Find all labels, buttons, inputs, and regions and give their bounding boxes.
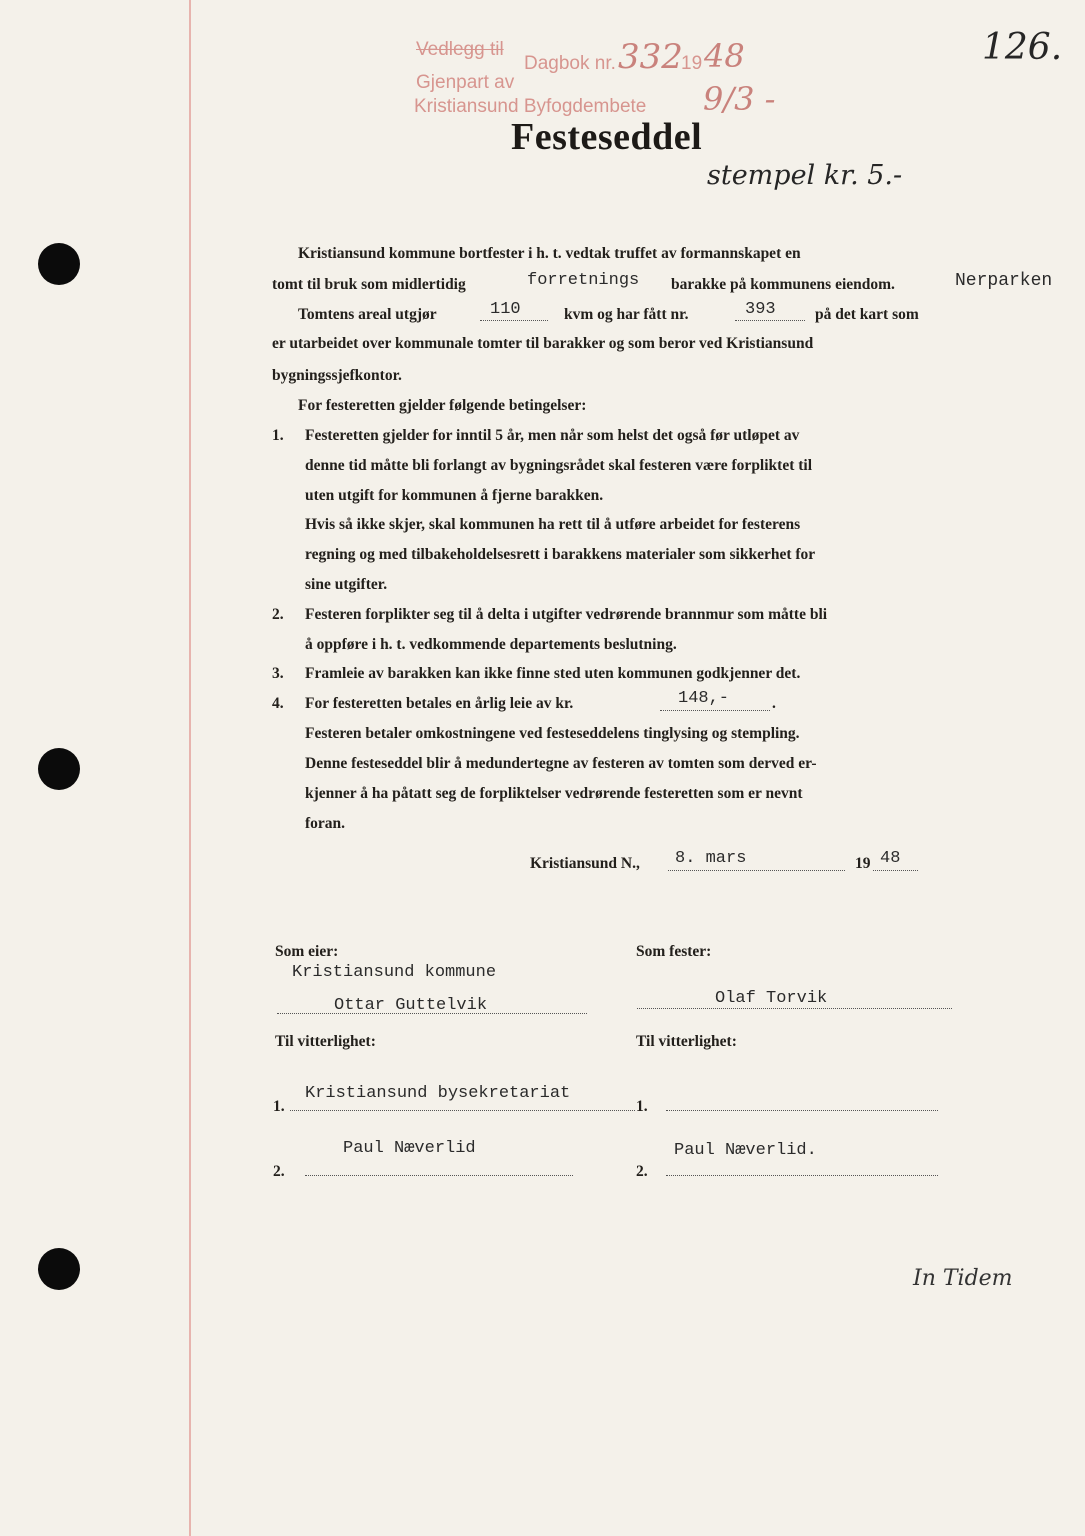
punch-hole <box>38 1248 80 1290</box>
stamp-gjenpart: Gjenpart av <box>416 72 515 93</box>
witness-number: 1. <box>273 1098 285 1115</box>
stamp-date: 9/3 - <box>703 80 776 118</box>
intro-line: bygningssjefkontor. <box>272 367 402 384</box>
intro-line: barakke på kommunens eiendom. <box>671 276 895 293</box>
area-dotline <box>480 320 548 321</box>
year-prefix: 19 <box>855 855 871 872</box>
punch-hole <box>38 243 80 285</box>
lessee-signature-line <box>637 1008 952 1009</box>
stamp-year-printed: 19 <box>681 53 703 74</box>
year-value: 48 <box>880 849 901 868</box>
condition-line: Festeretten gjelder for inntil 5 år, men når som helst det også før utløpet av <box>305 427 800 444</box>
stamp-office: Kristiansund Byfogdembete <box>414 96 647 117</box>
purpose-value: forretnings <box>527 271 640 290</box>
area-value: 110 <box>490 300 521 319</box>
stamp-struck-line: Vedlegg til <box>416 39 504 60</box>
condition-number: 4. <box>272 695 284 712</box>
stamp-year-hand: 48 <box>704 37 745 75</box>
location-value: Nerparken <box>955 271 1053 291</box>
conditions-heading: For festeretten gjelder følgende betingelser: <box>298 397 587 414</box>
intro-line: Kristiansund kommune bortfester i h. t. vedtak truffet av formannskapet en <box>298 245 801 262</box>
condition-line: Festeren betaler omkostningene ved festeseddelens tinglysing og stempling. <box>305 725 800 742</box>
rent-value: 148,- <box>678 689 730 708</box>
condition-line: regning og med tilbakeholdelsesrett i barakkens materialer som sikkerhet for <box>305 546 816 563</box>
lessee-signer: Olaf Torvik <box>715 989 828 1008</box>
witness-number: 1. <box>636 1098 648 1115</box>
witness-number: 2. <box>273 1163 285 1180</box>
date-dotline <box>668 870 845 871</box>
condition-line: kjenner å ha påtatt seg de forpliktelser vedrørende festeretten som er nevnt <box>305 785 803 802</box>
condition-line: å oppføre i h. t. vedkommende departements beslutning. <box>305 636 677 653</box>
owner-name: Kristiansund kommune <box>292 963 497 982</box>
condition-number: 3. <box>272 665 284 682</box>
witness-label-left: Til vitterlighet: <box>275 1033 376 1050</box>
witness-number: 2. <box>636 1163 648 1180</box>
intro-line: på det kart som <box>815 306 919 323</box>
year-dotline <box>873 870 918 871</box>
witness-signature-line <box>666 1110 938 1111</box>
witness-signature-line <box>666 1175 938 1176</box>
document-title: Festeseddel <box>511 116 703 158</box>
lessee-label: Som fester: <box>636 943 712 960</box>
stamp-fee-note: stempel kr. 5.- <box>707 160 903 191</box>
intro-line: er utarbeidet over kommunale tomter til barakker og som beror ved Kristiansund <box>272 335 814 352</box>
condition-line: foran. <box>305 815 346 832</box>
place-label: Kristiansund N., <box>530 855 640 872</box>
witness-label-right: Til vitterlighet: <box>636 1033 737 1050</box>
witness-name: Kristiansund bysekretariat <box>305 1084 571 1103</box>
condition-number: 2. <box>272 606 284 623</box>
condition-line: Festeren forplikter seg til å delta i utgifter vedrørende brannmur som måtte bli <box>305 606 828 623</box>
condition-line: uten utgift for kommunen å fjerne barakken. <box>305 487 604 504</box>
intro-line: tomt til bruk som midlertidig <box>272 276 466 293</box>
margin-rule <box>189 0 191 1536</box>
condition-line: For festeretten betales en årlig leie av kr. <box>305 695 574 712</box>
owner-label: Som eier: <box>275 943 339 960</box>
stamp-dagbok-label: Dagbok nr. <box>524 53 616 74</box>
rent-period: . <box>772 695 776 712</box>
condition-line: Framleie av barakken kan ikke finne sted uten kommunen godkjenner det. <box>305 665 801 682</box>
intro-line: Tomtens areal utgjør <box>298 306 437 323</box>
date-value: 8. mars <box>675 849 747 868</box>
condition-line: denne tid måtte bli forlangt av bygningsrådet skal festeren være forpliktet til <box>305 457 813 474</box>
owner-signer: Ottar Guttelvik <box>334 996 488 1015</box>
condition-line: Hvis så ikke skjer, skal kommunen ha rett til å utføre arbeidet for festerens <box>305 516 801 533</box>
witness-name: Paul Næverlid. <box>674 1141 817 1160</box>
plot-dotline <box>735 320 805 321</box>
intro-line: kvm og har fått nr. <box>564 306 689 323</box>
plot-number-value: 393 <box>745 300 776 319</box>
witness-signature-line <box>290 1110 635 1111</box>
condition-line: Denne festeseddel blir å medundertegne av festeren av tomten som derved er- <box>305 755 817 772</box>
page-number: 126. <box>982 27 1063 68</box>
condition-number: 1. <box>272 427 284 444</box>
witness-name: Paul Næverlid <box>343 1139 476 1158</box>
punch-hole <box>38 748 80 790</box>
rent-dotline <box>660 710 770 711</box>
initials: In Tidem <box>913 1266 1013 1291</box>
condition-line: sine utgifter. <box>305 576 388 593</box>
stamp-dagbok-number: 332 <box>618 37 683 77</box>
witness-signature-line <box>305 1175 573 1176</box>
